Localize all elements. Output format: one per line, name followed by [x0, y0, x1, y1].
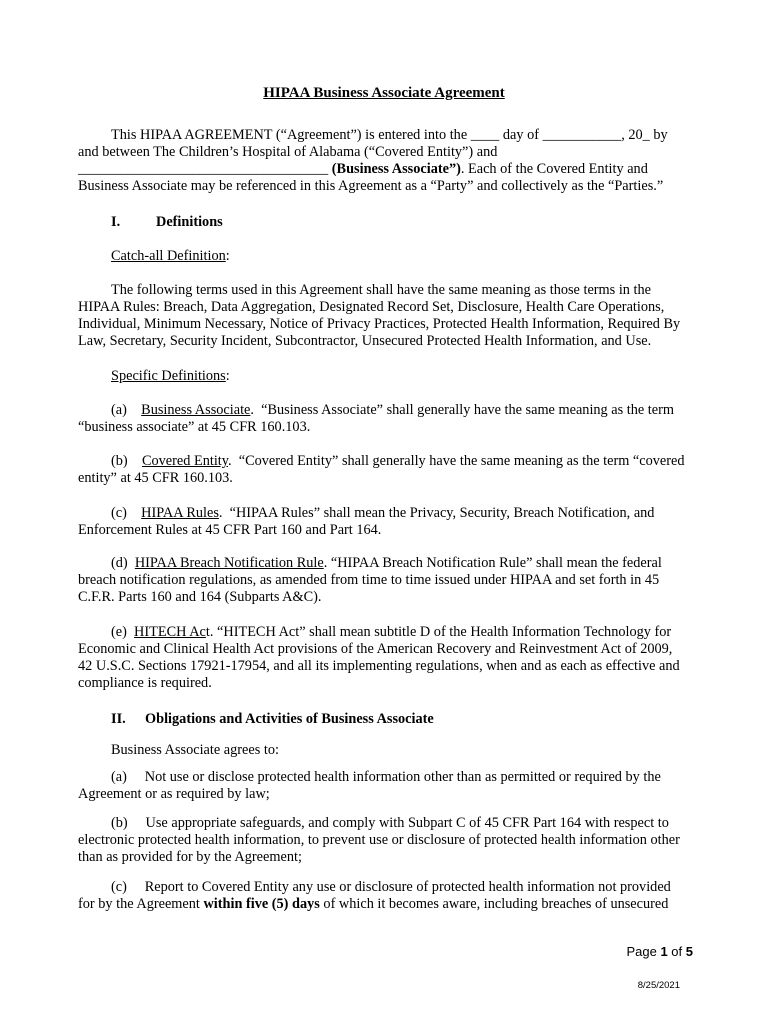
specific-colon: : — [225, 368, 230, 384]
intro-bold: (Business Associate”) — [331, 161, 461, 177]
catch-all-heading — [78, 248, 690, 265]
catch-all-colon: : — [225, 248, 230, 264]
document-page — [78, 0, 688, 1024]
definition-term: Business Associate — [141, 402, 251, 418]
definition-lead: (d) — [111, 555, 135, 571]
definition-term: HIPAA Breach Notification Rule — [134, 555, 324, 571]
intro-text-end: . Each of the Covered Entity and Business Associate may be referenced in this Agreement as a “Party” and collectively as the “Parties.” — [78, 161, 664, 194]
definition-text: . “HIPAA Rules” shall mean the Privacy, Security, Breach Notification, and Enforcement Rules at 45 CFR Part 160 and Part 164. — [78, 505, 659, 538]
definition-item — [78, 555, 690, 606]
definition-text: . “Business Associate” shall generally have the same meaning as the term “business associate” at 45 CFR 160.103. — [78, 402, 678, 435]
definition-term: HIPAA Rules — [141, 505, 219, 521]
specific-label: Specific Definitions — [111, 368, 226, 384]
definition-lead: (c) — [111, 505, 142, 521]
definition-lead: (a) — [111, 402, 142, 418]
specific-definitions-heading — [78, 368, 690, 385]
definition-text: . “HIPAA Breach Notification Rule” shall mean the federal breach notification regulations, as amended from time to time issued under HIPAA and set forth in 45 C.F.R. Parts 160 and 164 (Subparts A&C). — [78, 555, 666, 605]
definition-term: HITECH Ac — [134, 624, 206, 640]
footer-date: 8/25/2021 — [637, 980, 680, 991]
agrees-text: Business Associate agrees to: — [111, 742, 279, 758]
obligation-item: (a) Not use or disclose protected health information other than as permitted or required by the Agreement or as required by law; — [78, 769, 664, 802]
definition-item — [78, 453, 690, 487]
page-of: of — [667, 944, 686, 959]
definition-term: Covered Entity — [141, 453, 228, 469]
obligation-item: (b) Use appropriate safeguards, and comply with Subpart C of 45 CFR Part 164 with respect to electronic protected health information, to prevent use or disclosure of protected health information other than as provided for by the Agreement; — [78, 815, 684, 865]
obligation-bold: within five (5) days — [203, 896, 320, 912]
definition-lead: (e) — [111, 624, 135, 640]
section-title: Obligations and Activities of Business Associate — [145, 711, 434, 727]
catch-all-paragraph: The following terms used in this Agreement shall have the same meaning as those terms in the HIPAA Rules: Breach, Data Aggregation, Designated Record Set, Disclosure, Health Care Operations, Individual, Minimum Necessary, Notice of Privacy Practices, Protected Health Information, Required By Law, Secretary, Security Incident, Subcontractor, Unsecured Protected Health Information, and Use. — [78, 282, 681, 349]
definition-item — [78, 505, 690, 539]
intro-paragraph — [78, 127, 690, 195]
section-heading-obligations — [111, 711, 434, 728]
obligation-text-end: of which it becomes aware, including breaches of unsecured — [319, 896, 669, 912]
section-title: Definitions — [156, 214, 223, 230]
definition-lead: (b) — [111, 453, 142, 469]
total-pages: 5 — [685, 944, 693, 959]
page-number — [626, 943, 693, 960]
definition-text: . “Covered Entity” shall generally have the same meaning as the term “covered entity” at 45 CFR 160.103. — [78, 453, 689, 486]
current-page: 1 — [660, 944, 668, 959]
section-number: I. — [111, 214, 121, 230]
definition-item — [78, 624, 690, 692]
page-prefix: Page — [626, 944, 661, 959]
intro-text: This HIPAA AGREEMENT (“Agreement”) is entered into the ____ day of ___________, 20_ by and between The Children’s Hospital of Alabama (“Covered Entity”) and ___________________________________ — [78, 127, 668, 177]
definition-item — [78, 402, 690, 436]
catch-all-label: Catch-all Definition — [111, 248, 226, 264]
definition-text: t. “HITECH Act” shall mean subtitle D of the Health Information Technology for Economic and Clinical Health Act provisions of the American Recovery and Reinvestment Act of 2009, 42 U.S.C. Sections 17921-17954, and all its implementing regulations, when and as each as effective and compliance is required. — [78, 624, 684, 691]
document-title: HIPAA Business Associate Agreement — [263, 85, 505, 101]
section-number: II. — [111, 711, 126, 727]
section-heading-definitions — [111, 214, 223, 231]
obligation-text: (c) Report to Covered Entity any use or disclosure of protected health information not provided for by the Agreement — [78, 879, 675, 912]
obligation-item — [78, 879, 690, 913]
